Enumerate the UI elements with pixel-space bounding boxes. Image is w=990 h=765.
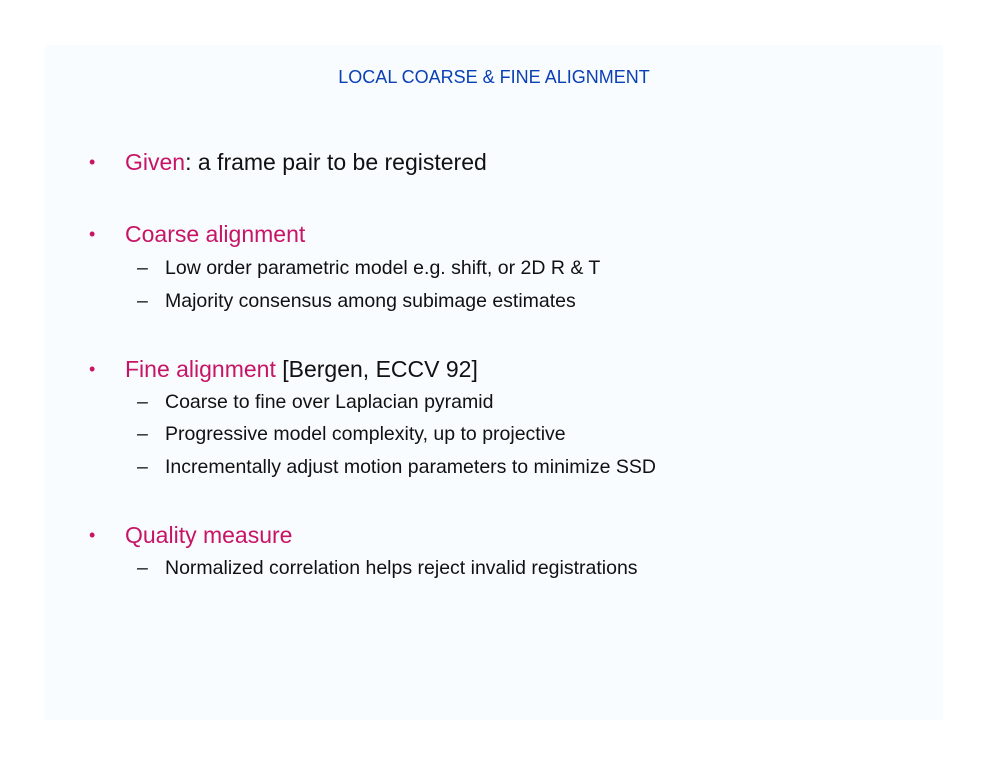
sub-item: [137, 289, 576, 313]
sub-item: [137, 422, 566, 446]
sub-item-text: Incrementally adjust motion parameters to minimize SSD: [165, 456, 656, 478]
dash-icon: –: [137, 456, 148, 478]
bullet-key: Coarse alignment: [125, 221, 306, 247]
bullet-text: : a frame pair to be registered: [185, 149, 487, 175]
sub-item-text: Coarse to fine over Laplacian pyramid: [165, 391, 494, 413]
bullet-dot-icon: •: [89, 152, 96, 172]
bullet-dot-icon: •: [89, 359, 96, 379]
bullet-dot-icon: •: [89, 525, 96, 545]
sub-item-text: Majority consensus among subimage estimates: [165, 290, 576, 312]
dash-icon: –: [137, 557, 148, 579]
bullet-key: Quality measure: [125, 522, 293, 548]
sub-item: [137, 256, 600, 280]
sub-item: [137, 455, 656, 479]
sub-item: [137, 556, 638, 580]
dash-icon: –: [137, 257, 148, 279]
bullet-text: [Bergen, ECCV 92]: [275, 356, 478, 382]
bullet-given: [89, 148, 487, 176]
dash-icon: –: [137, 391, 148, 413]
dash-icon: –: [137, 423, 148, 445]
bullet-quality-measure: [89, 521, 292, 549]
slide: [45, 45, 943, 720]
dash-icon: –: [137, 290, 148, 312]
bullet-key: Fine alignment: [125, 356, 276, 382]
sub-item-text: Progressive model complexity, up to projective: [165, 423, 566, 445]
bullet-dot-icon: •: [89, 224, 96, 244]
bullet-coarse-alignment: [89, 220, 305, 248]
slide-title: LOCAL COARSE & FINE ALIGNMENT: [338, 67, 650, 87]
sub-item: [137, 390, 493, 414]
bullet-key: Given: [125, 149, 186, 175]
sub-item-text: Normalized correlation helps reject invalid registrations: [165, 557, 638, 579]
bullet-fine-alignment: [89, 355, 478, 383]
sub-item-text: Low order parametric model e.g. shift, or 2D R & T: [165, 257, 601, 279]
